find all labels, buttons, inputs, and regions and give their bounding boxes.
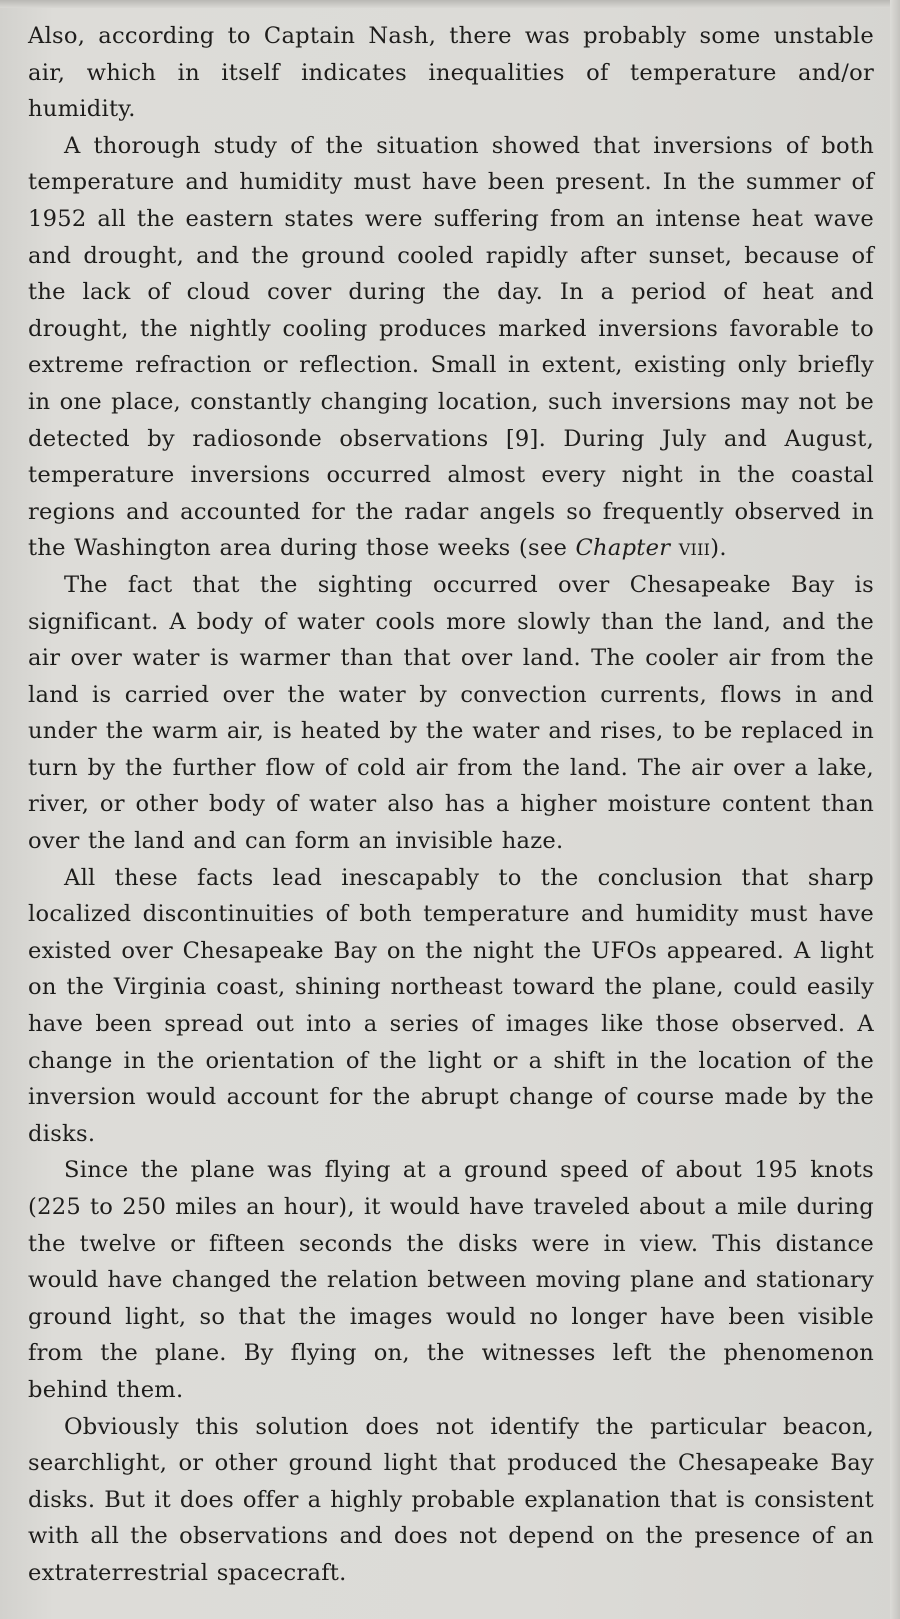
page-top-edge	[0, 0, 900, 8]
paragraph-chesapeake-bay: The fact that the sighting occurred over Chesapeake Bay is significant. A body of water cools more slowly than the land, and the air over water is warmer than that over land. The cooler air from the land is carried over the water by convection currents, flows in and under the warm air, is heated by the water and rises, to be replaced in turn by the further flow of cold air from the land. The air over a lake, river, or other body of water also has a higher moisture content than over the land and can form an invisible haze.	[28, 571, 874, 855]
chapter-reference-label: Chapter	[575, 535, 671, 562]
paragraph-inversions-text: A thorough study of the situation showed that inversions of both temperature and humidity must have been present. In the summer of 1952 all the eastern states were suffering from an intense heat wave and drought, and the ground cooled rapidly after sunset, because of the lack of cloud cover during the day. In a period of heat and drought, the nightly cooling produces marked inversions favorable to extreme refraction or reflection. Small in extent, existing only briefly in one place, constantly changing location, such inversions may not be detected by radiosonde observations [9]. During July and August, temperature inversions occurred almost every night in the coastal regions and accounted for the radar angels so frequently observed in the Washington area during those weeks (see	[28, 132, 874, 562]
paragraph-conclusion: All these facts lead inescapably to the conclusion that sharp localized discontinuities of both temperature and humidity must have existed over Chesapeake Bay on the night the UFOs appeared. A light on the Virginia coast, shining northeast toward the plane, could easily have been spread out into a series of images like those observed. A change in the orientation of the light or a shift in the location of the inversion would account for the abrupt change of course made by the disks.	[28, 864, 874, 1147]
paragraph-inversions	[28, 128, 874, 567]
paragraph-solution: Obviously this solution does not identify the particular beacon, searchlight, or other ground light that produced the Chesapeake Bay disks. But it does offer a highly probable explanation that is consistent with all the observations and does not depend on the presence of an extraterrestrial spacecraft.	[28, 1413, 874, 1586]
paragraph-ground-speed: Since the plane was flying at a ground speed of about 195 knots (225 to 250 miles an hour), it would have traveled about a mile during the twelve or fifteen seconds the disks were in view. This distance would have changed the relation between moving plane and stationary ground light, so that the images would no longer have been visible from the plane. By flying on, the witnesses left the phenomenon behind them.	[28, 1157, 874, 1403]
paragraph-continuation: Also, according to Captain Nash, there was probably some unstable air, which in itself indicates inequalities of temperature and/or humidity.	[28, 23, 874, 123]
body-text	[28, 18, 874, 1592]
paragraph-inversions-closing: ).	[710, 535, 727, 562]
page-right-edge	[890, 0, 900, 1619]
chapter-reference-numeral: viii	[678, 535, 711, 562]
